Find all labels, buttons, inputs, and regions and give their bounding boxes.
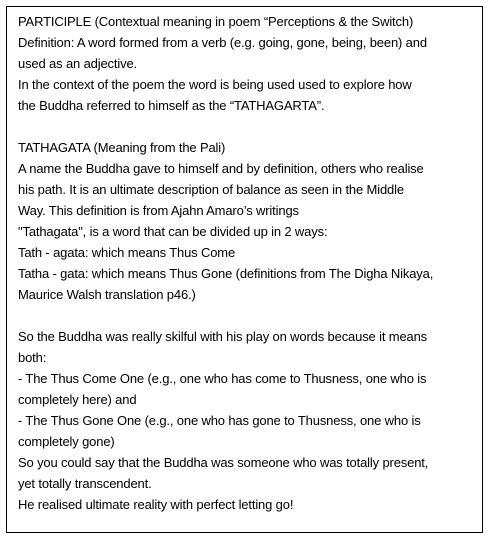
- tathagata-line-3: Way. This definition is from Ajahn Amaro’s writings: [18, 203, 299, 218]
- text-box: [6, 6, 483, 533]
- tathagata-line-6: Tatha - gata: which means Thus Gone (definitions from The Digha Nikaya,: [18, 266, 434, 281]
- definition-line-2: used as an adjective.: [18, 56, 137, 71]
- explanation-line-4: completely here) and: [18, 392, 137, 407]
- tathagata-line-7: Maurice Walsh translation p46.): [18, 287, 196, 302]
- tathagata-line-2: his path. It is an ultimate description of balance as seen in the Middle: [18, 182, 404, 197]
- definition-line-1: Definition: A word formed from a verb (e.g. going, gone, being, been) and: [18, 35, 427, 50]
- context-line-2: the Buddha referred to himself as the “TATHAGARTA”.: [18, 98, 325, 113]
- tathagata-line-5: Tath - agata: which means Thus Come: [18, 245, 236, 260]
- context-line-1: In the context of the poem the word is being used used to explore how: [18, 77, 412, 92]
- tathagata-line-1: A name the Buddha gave to himself and by definition, others who realise: [18, 161, 424, 176]
- explanation-line-1: So the Buddha was really skilful with his play on words because it means: [18, 329, 428, 344]
- participle-heading: PARTICIPLE (Contextual meaning in poem “Perceptions & the Switch): [18, 14, 414, 29]
- spacer: [18, 116, 472, 137]
- explanation-line-7: So you could say that the Buddha was someone who was totally present,: [18, 455, 429, 470]
- explanation-line-5: - The Thus Gone One (e.g., one who has gone to Thusness, one who is: [18, 413, 421, 428]
- explanation-line-3: - The Thus Come One (e.g., one who has come to Thusness, one who is: [18, 371, 427, 386]
- tathagata-heading: TATHAGATA (Meaning from the Pali): [18, 140, 226, 155]
- tathagata-line-4: "Tathagata", is a word that can be divided up in 2 ways:: [18, 224, 328, 239]
- explanation-line-9: He realised ultimate reality with perfect letting go!: [18, 497, 294, 512]
- explanation-line-6: completely gone): [18, 434, 115, 449]
- spacer: [18, 305, 472, 326]
- explanation-line-2: both:: [18, 350, 47, 365]
- explanation-line-8: yet totally transcendent.: [18, 476, 152, 491]
